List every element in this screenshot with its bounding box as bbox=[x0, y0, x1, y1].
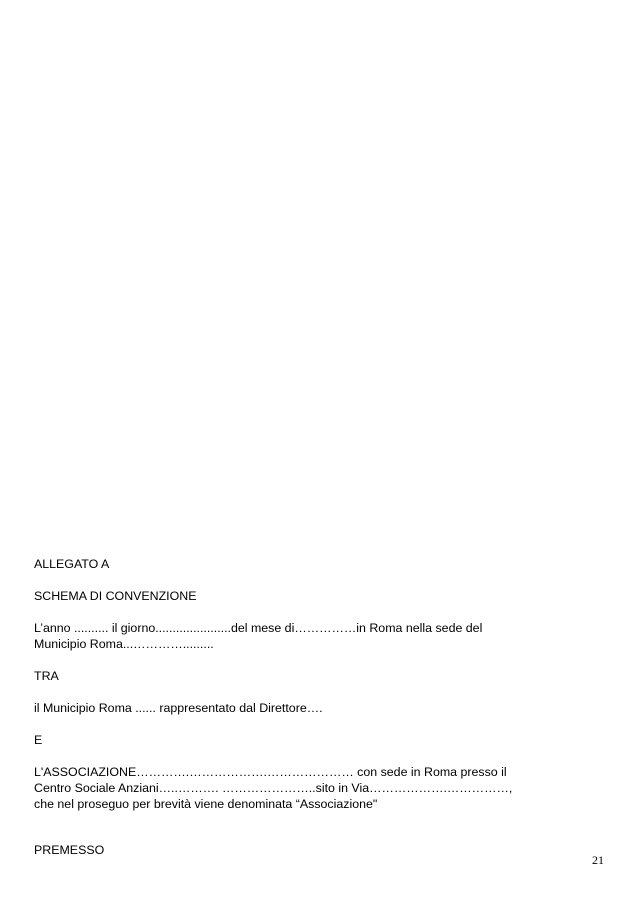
document-body bbox=[34, 556, 594, 858]
page-number: 21 bbox=[592, 853, 604, 867]
intro-line-1: L’anno .......... il giorno......................del mese di……………in Roma nella sede del bbox=[34, 621, 483, 635]
intro-line-2: Municipio Roma...…………......... bbox=[34, 637, 214, 651]
and-label: E bbox=[34, 733, 43, 747]
association-line-2: Centro Sociale Anziani…..………. …………………..sito in Via……………….……………, bbox=[34, 781, 513, 795]
association-line-3: che nel proseguo per brevità viene denominata “Associazione" bbox=[34, 797, 378, 811]
between-label: TRA bbox=[34, 669, 59, 683]
schema-heading: SCHEMA DI CONVENZIONE bbox=[34, 589, 197, 603]
association-line-1: L'ASSOCIAZIONE………….……………….………………… con sede in Roma presso il bbox=[34, 765, 507, 779]
party-one: il Municipio Roma ...... rappresentato dal Direttore…. bbox=[34, 701, 323, 715]
premise-label: PREMESSO bbox=[34, 843, 105, 857]
annex-heading: ALLEGATO A bbox=[34, 557, 110, 571]
